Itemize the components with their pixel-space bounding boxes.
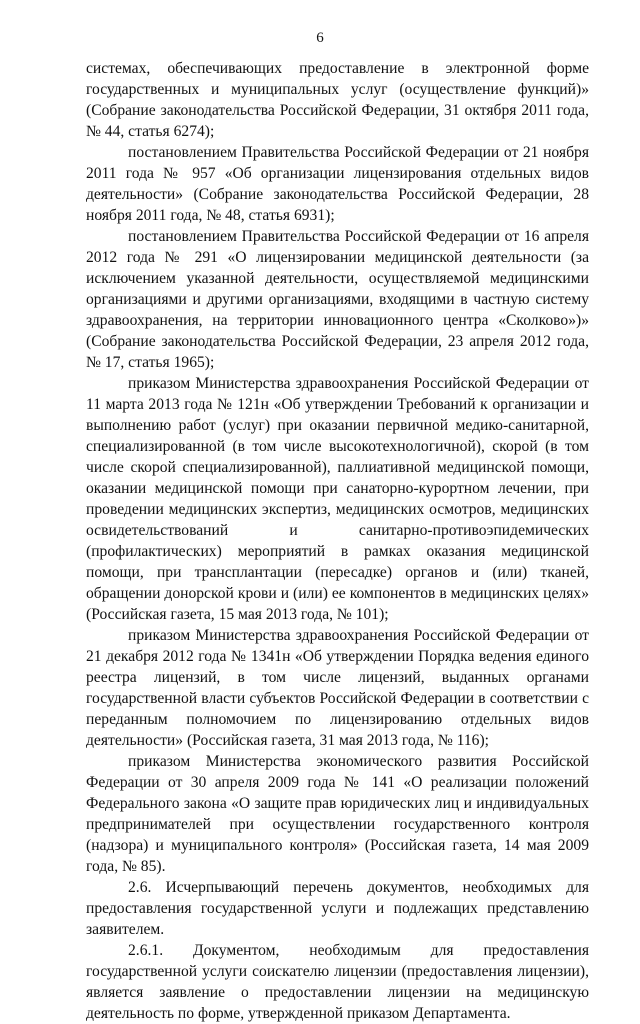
paragraph-6: приказом Министерства экономического развития Российской Федерации от 30 апреля 2009 года № 141 «О реализации положений Федерального закона «О защите прав юридических лиц и индивидуальных предпринимателей при осуществлении государственного контроля (надзора) и муниципального контроля» (Российская газета, 14 мая 2009 года, № 85). — [86, 753, 589, 875]
section-2-6-heading: 2.6. Исчерпывающий перечень документов, необходимых для предоставления государственной услуги и подлежащих представлению заявителем. — [86, 879, 589, 938]
paragraph-3: постановлением Правительства Российской Федерации от 16 апреля 2012 года № 291 «О лицензировании медицинской деятельности (за исключением указанной деятельности, осуществляемой медицинскими организациями и другими организациями, входящими в частную систему здравоохранения, на территории инновационного центра «Сколково»)» (Собрание законодательства Российской Федерации, 23 апреля 2012 года, № 17, статья 1965); — [86, 228, 589, 371]
page-number: 6 — [316, 30, 324, 46]
paragraph-2: постановлением Правительства Российской Федерации от 21 ноября 2011 года № 957 «Об организации лицензирования отдельных видов деятельности» (Собрание законодательства Российской Федерации, 28 ноября 2011 года, № 48, статья 6931); — [86, 144, 589, 224]
document-body — [86, 58, 589, 1024]
paragraph-1: системах, обеспечивающих предоставление в электронной форме государственных и муниципальных услуг (осуществление функций)» (Собрание законодательства Российской Федерации, 31 октября 2011 года, № 44, статья 6274); — [86, 60, 589, 140]
paragraph-5: приказом Министерства здравоохранения Российской Федерации от 21 декабря 2012 года № 1341н «Об утверждении Порядка ведения единого реестра лицензий, в том числе лицензий, выданных органами государственной власти субъектов Российской Федерации в соответствии с переданным полномочием по лицензированию отдельных видов деятельности» (Российская газета, 31 мая 2013 года, № 116); — [86, 627, 589, 749]
section-2-6-1-paragraph: 2.6.1. Документом, необходимым для предоставления государственной услуги соискателю лицензии (предоставления лицензии), является заявление о предоставлении лицензии на медицинскую деятельность по форме, утвержденной приказом Департамента. — [86, 942, 589, 1022]
paragraph-4: приказом Министерства здравоохранения Российской Федерации от 11 марта 2013 года № 121н «Об утверждении Требований к организации и выполнению работ (услуг) при оказании первичной медико-санитарной, специализированной (в том числе высокотехнологичной), скорой (в том числе скорой специализированной), паллиативной медицинской помощи, оказании медицинской помощи при санаторно-курортном лечении, при проведении медицинских экспертиз, медицинских осмотров, медицинских освидетельствований и санитарно-противоэпидемических (профилактических) мероприятий в рамках оказания медицинской помощи, при трансплантации (пересадке) органов и (или) тканей, обращении донорской крови и (или) ее компонентов в медицинских целях» (Российская газета, 15 мая 2013 года, № 101); — [86, 375, 589, 623]
